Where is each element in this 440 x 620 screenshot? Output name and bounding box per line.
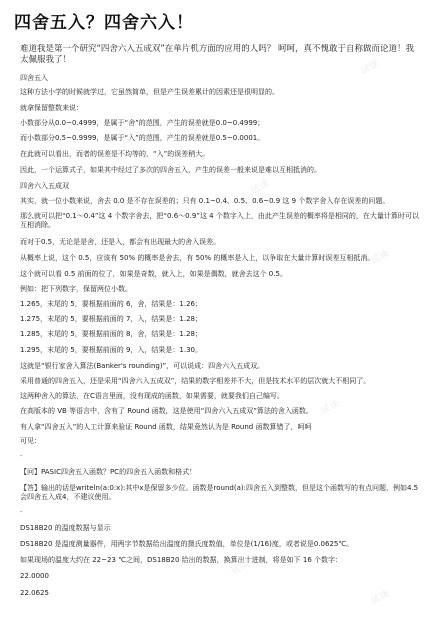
text-line: 这两种舍入的算法，在C语言里面，没有现成的函数，如果需要，就要我们自己编写。 [20, 392, 284, 400]
page-title: 四舍五入？四舍六入！ [14, 13, 194, 33]
section-heading: 四舍六入五成双 [20, 182, 69, 190]
section-heading: DS18B20 的温度数据与显示 [20, 524, 111, 532]
text-line: 这种方法小学的时候就学过，它虽然简单，但是产生误差累计的因素还是很明显的。 [20, 88, 279, 96]
example-line: 1.285，末尾的 5，要根据前面的 8，舍，结果是：1.28； [20, 330, 202, 338]
example-line: 1.295，末尾的 5，要根据前面的 9，入，结果是：1.30。 [20, 346, 202, 354]
text-line: 在高版本的 VB 等语言中，含有了 Round 函数，这是使用“四舍六入五成双”算法的舍入函数。 [20, 407, 313, 415]
text-line: 可见： [20, 437, 41, 445]
watermark-text: 试读 [369, 588, 392, 607]
section-heading: 四舍五入 [20, 74, 48, 82]
separator-mark: - [20, 452, 23, 460]
watermark-text: 试读 [229, 558, 252, 577]
example-line: 1.275，末尾的 5，要根据前面的 7，入，结果是：1.28； [20, 315, 202, 323]
text-line: 在此就可以看出，而者的误差是不均等的，“入”的误差稍大。 [20, 150, 210, 158]
text-line: 这个就可以看 0.5 前面的位了，如果是奇数，就入上，如果是偶数，就舍去这个 0.5。 [20, 270, 287, 278]
qa-question: 【问】PASIC四舍五入函数？PC的四舍五入函数和格式！ [20, 468, 197, 476]
qa-answer: 【答】输出的话是writeln(a:0:x):其中x是保留多少位。函数是round(a):四舍五入到整数，但是这个函数写的有点问题，例如4.5会四舍五入成4，不建议使用。 [20, 484, 419, 501]
text-line: 从概率上说，这个 0.5，应该有 50% 的概率是舍去，有 50% 的概率是入上，以争取在大量计算时误差互相抵消。 [20, 254, 375, 262]
text-line: 采用普通的四舍五入，还是采用“四舍六入五成双”，结果的数字相差并不大，但是技术水平的层次就大不相同了。 [20, 377, 371, 385]
text-line: 那么就可以把“0.1～0.4”这 4 个数字舍去，把“0.6～0.9”这 4 个数字入上，由此产生误差的概率将是相同的，在大量计算时可以互相消除。 [20, 212, 419, 229]
text-line: 例如：把下列数字，保留两位小数。 [20, 285, 132, 293]
text-line: DS18B20 是温度测量器件，用两字节数据给出温度的摄氏度数值，单位是(1/16)度，或者说是0.0625℃。 [20, 540, 354, 548]
value-line: 22.0000 [20, 572, 49, 580]
text-line: 而小数部分0.5~0.9999，是属于“入”的范围，产生的误差就是0.5~0.0001。 [20, 134, 265, 142]
watermark-text: 试读 [319, 398, 342, 417]
watermark-text: 试读 [369, 248, 392, 267]
text-line: 而对于0.5，无论是是舍，还是入，都会有出现最大的舍入误差。 [20, 238, 221, 246]
text-line: 有人拿“四舍五入”的人工计算来验证 Round 函数，结果竟然认为是 Round 函数算错了，呵呵 [20, 423, 312, 431]
text-line: 因此，一个运算式子，如果其中经过了多次的四舍五入，产生的误差一般来说是难以互相抵消的。 [20, 166, 321, 174]
text-line: 就拿保留整数来说： [20, 104, 83, 112]
text-line: 小数部分从0.0~0.4999，是属于“舍”的范围，产生的误差就是0.0~0.4999； [20, 119, 265, 127]
separator-mark: - [20, 508, 23, 516]
text-line: 如果现场的温度大约在 22~23 ℃之间，DS18B20 给出的数据，换算出十进制，将是如下 16 个数字： [20, 556, 343, 564]
watermark-text: 试读 [359, 58, 382, 77]
watermark-text: 试读 [249, 178, 272, 197]
text-line: 这就是“银行家舍入算法(Banker's rounding)”，可以说成：四舍六入五成双。 [20, 362, 265, 370]
example-line: 1.265，末尾的 5，要根据前面的 6，舍，结果是：1.26； [20, 300, 202, 308]
value-line: 22.0625 [20, 589, 49, 597]
intro-paragraph: 难道我是第一个研究“四舍六入五成双”在单片机方面的应用的人吗？ 呵呵，真不愧敢于自称做而论道！我太佩服我了！ [20, 44, 415, 65]
text-line: 其实，就一位小数来说，舍去 0.0 是不存在误差的；只有 0.1~0.4、0.5、0.6~0.9 这 9 个数字舍入存在误差的问题。 [20, 197, 390, 205]
